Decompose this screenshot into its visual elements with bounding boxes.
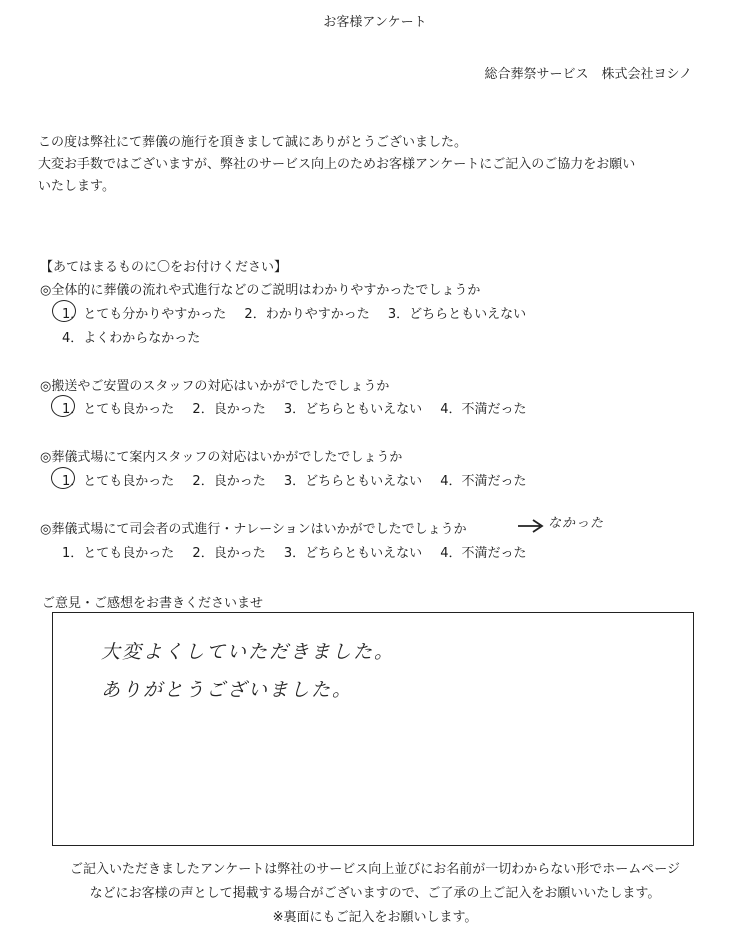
question-2: ◎搬送やご安置のスタッフの対応はいかがでしたでしょうか (40, 379, 390, 394)
selection-circle (51, 467, 75, 489)
handwritten-comment-line: 大変よくしていただきました。 (101, 641, 396, 663)
intro-text (38, 132, 635, 198)
question-3-options (62, 470, 541, 489)
footer-note: ※裏面にもご記入をお願いします。 (272, 910, 478, 925)
intro-line: 大変お手数ではございますが、弊社のサービス向上のためお客様アンケートにご記入のご協力をお願い (38, 157, 636, 172)
q3-option-3[interactable]: 3．どちらともいえない (283, 474, 423, 489)
selection-circle (52, 300, 76, 322)
q4-option-1[interactable]: 1．とても良かった (62, 546, 175, 561)
page-title: お客様アンケート (323, 15, 427, 30)
q2-option-4[interactable]: 4．不満だった (440, 402, 527, 417)
question-4: ◎葬儀式場にて司会者の式進行・ナレーションはいかがでしたでしょうか (40, 522, 467, 537)
q4-option-3[interactable]: 3．どちらともいえない (283, 546, 423, 561)
q1-option-1[interactable]: 1．とても分かりやすかった (62, 307, 227, 322)
handwritten-comment-line: ありがとうございました。 (101, 679, 354, 701)
q3-option-4[interactable]: 4．不満だった (440, 474, 527, 489)
question-1-options (62, 303, 540, 322)
q2-option-2[interactable]: 2．良かった (192, 402, 266, 417)
arrow-icon (516, 517, 546, 535)
q2-option-1[interactable]: 1．とても良かった (62, 402, 175, 417)
q1-option-3[interactable]: 3．どちらともいえない (387, 307, 527, 322)
intro-line: いたします。 (38, 179, 115, 194)
comment-box[interactable] (52, 612, 694, 846)
question-1: ◎全体的に葬儀の流れや式進行などのご説明はわかりやすかったでしょうか (40, 283, 481, 298)
q1-option-2[interactable]: 2．わかりやすかった (244, 307, 370, 322)
comment-label: ご意見・ご感想をお書きくださいませ (42, 596, 264, 611)
company-name: 総合葬祭サービス 株式会社ヨシノ (484, 67, 692, 82)
q4-option-4[interactable]: 4．不満だった (440, 546, 527, 561)
footer-line: ご記入いただきましたアンケートは弊社のサービス向上並びにお名前が一切わからない形でホームページ (70, 862, 680, 877)
q4-option-2[interactable]: 2．良かった (192, 546, 266, 561)
question-4-options (62, 542, 541, 561)
q3-option-1[interactable]: 1．とても良かった (62, 474, 175, 489)
selection-circle (51, 395, 75, 417)
q1-option-4[interactable]: 4．よくわからなかった (62, 331, 201, 346)
handwritten-annotation: なかった (548, 516, 605, 531)
intro-line: この度は弊社にて葬儀の施行を頂きまして誠にありがとうございました。 (38, 135, 468, 150)
instruction: 【あてはまるものに〇をお付けください】 (40, 260, 288, 275)
footer-line: などにお客様の声として掲載する場合がございますので、ご了承の上ご記入をお願いいたします。 (89, 886, 661, 901)
question-3: ◎葬儀式場にて案内スタッフの対応はいかがでしたでしょうか (40, 450, 403, 465)
q2-option-3[interactable]: 3．どちらともいえない (283, 402, 423, 417)
question-2-options (62, 398, 541, 417)
q3-option-2[interactable]: 2．良かった (192, 474, 266, 489)
